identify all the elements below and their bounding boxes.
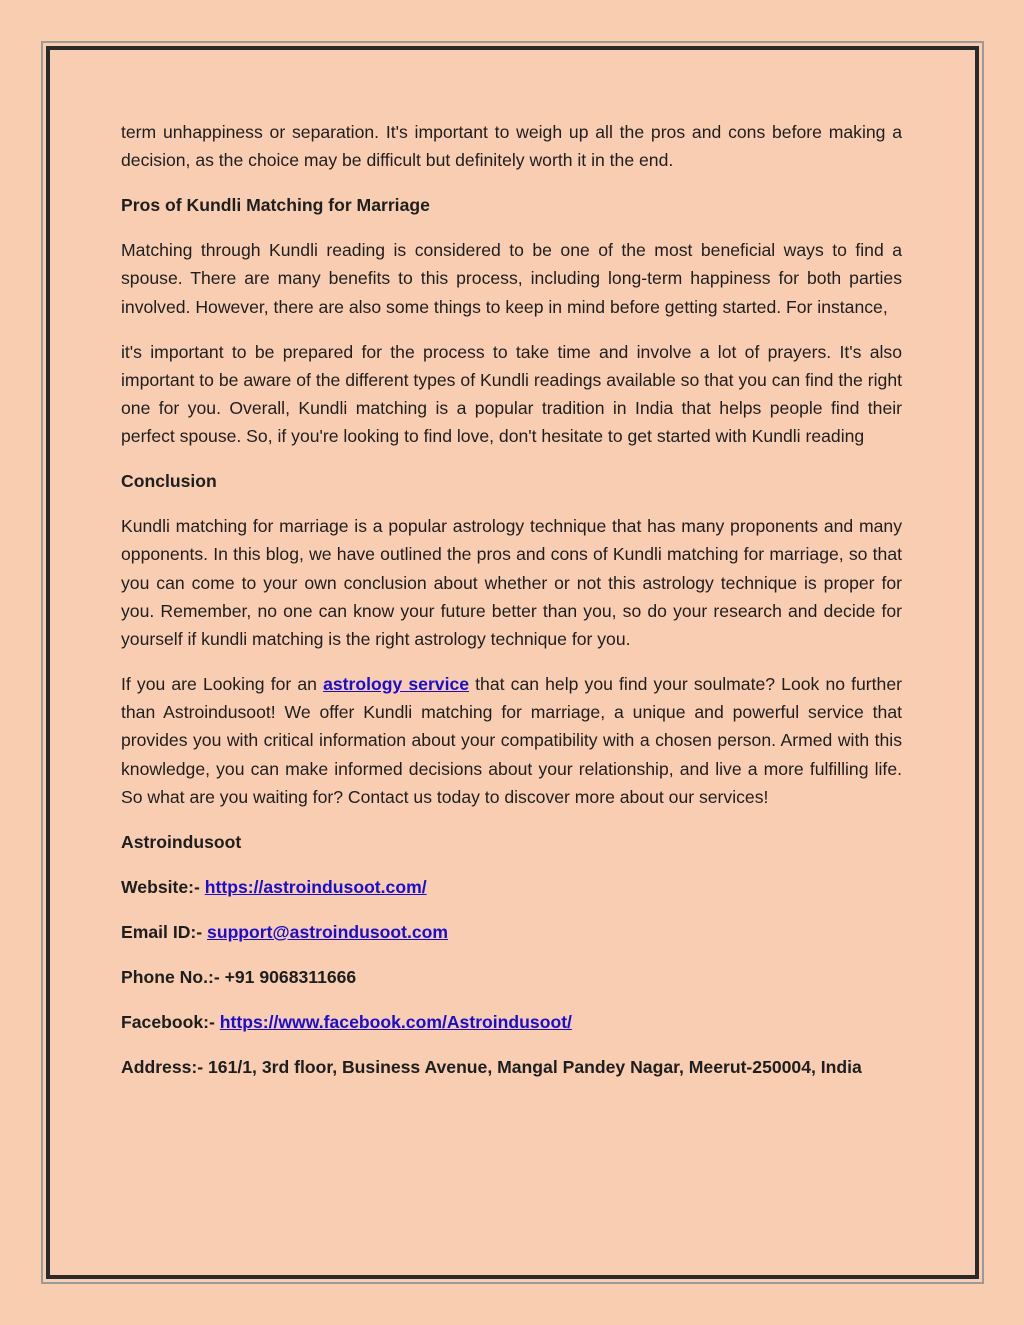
phone-label: Phone No.:- (121, 966, 225, 987)
address-text: 161/1, 3rd floor, Business Avenue, Mangal Pandey Nagar, Meerut-250004, India (208, 1056, 862, 1077)
facebook-link[interactable]: https://www.facebook.com/Astroindusoot/ (219, 1011, 572, 1032)
phone-number: +91 9068311666 (224, 966, 357, 987)
intro-paragraph: term unhappiness or separation. It's important to weigh up all the pros and cons before making a decision, as the choice may be difficult but definitely worth it in the end. (121, 122, 902, 171)
cta-paragraph (121, 670, 902, 811)
cta-text-after: that can help you find your soulmate? Look no further than Astroindusoot! We offer Kundli matching for marriage, a unique and powerful service that provides you with critical information about your compatibility with a chosen person. Armed with this knowledge, you can make informed decisions about your relationship, and live a more fulfilling life. So what are you waiting for? Contact us today to discover more about our services! (121, 674, 902, 807)
pros-heading: Pros of Kundli Matching for Marriage (121, 195, 430, 216)
website-link[interactable]: https://astroindusoot.com/ (204, 876, 427, 897)
conclusion-heading: Conclusion (121, 471, 217, 492)
astrology-service-link[interactable]: astrology service (323, 674, 470, 695)
phone-line (121, 963, 902, 991)
email-line (121, 918, 902, 946)
facebook-label: Facebook:- (121, 1011, 220, 1032)
facebook-line (121, 1008, 902, 1036)
pros-paragraph-1: Matching through Kundli reading is considered to be one of the most beneficial ways to find a spouse. There are many benefits to this process, including long-term happiness for both parties involved. However, there are also some things to keep in mind before getting started. For instance, (121, 240, 902, 317)
website-line (121, 873, 902, 901)
cta-text-before: If you are Looking for an (121, 674, 324, 695)
company-name: Astroindusoot (121, 831, 242, 852)
pros-paragraph-2: it's important to be prepared for the process to take time and involve a lot of prayers. It's also important to be aware of the different types of Kundli readings available so that you can find the right one for you. Overall, Kundli matching is a popular tradition in India that helps people find their perfect spouse. So, if you're looking to find love, don't hesitate to get started with Kundli reading (121, 341, 902, 447)
email-link[interactable]: support@astroindusoot.com (207, 921, 449, 942)
document-body (121, 118, 902, 1098)
address-label: Address:- (121, 1056, 209, 1077)
website-label: Website:- (121, 876, 205, 897)
email-label: Email ID:- (121, 921, 208, 942)
address-line (121, 1053, 902, 1081)
conclusion-paragraph: Kundli matching for marriage is a popular astrology technique that has many proponents and many opponents. In this blog, we have outlined the pros and cons of Kundli matching for marriage, so that you can come to your own conclusion about whether or not this astrology technique is proper for you. Remember, no one can know your future better than you, so do your research and decide for yourself if kundli matching is the right astrology technique for you. (121, 516, 902, 650)
